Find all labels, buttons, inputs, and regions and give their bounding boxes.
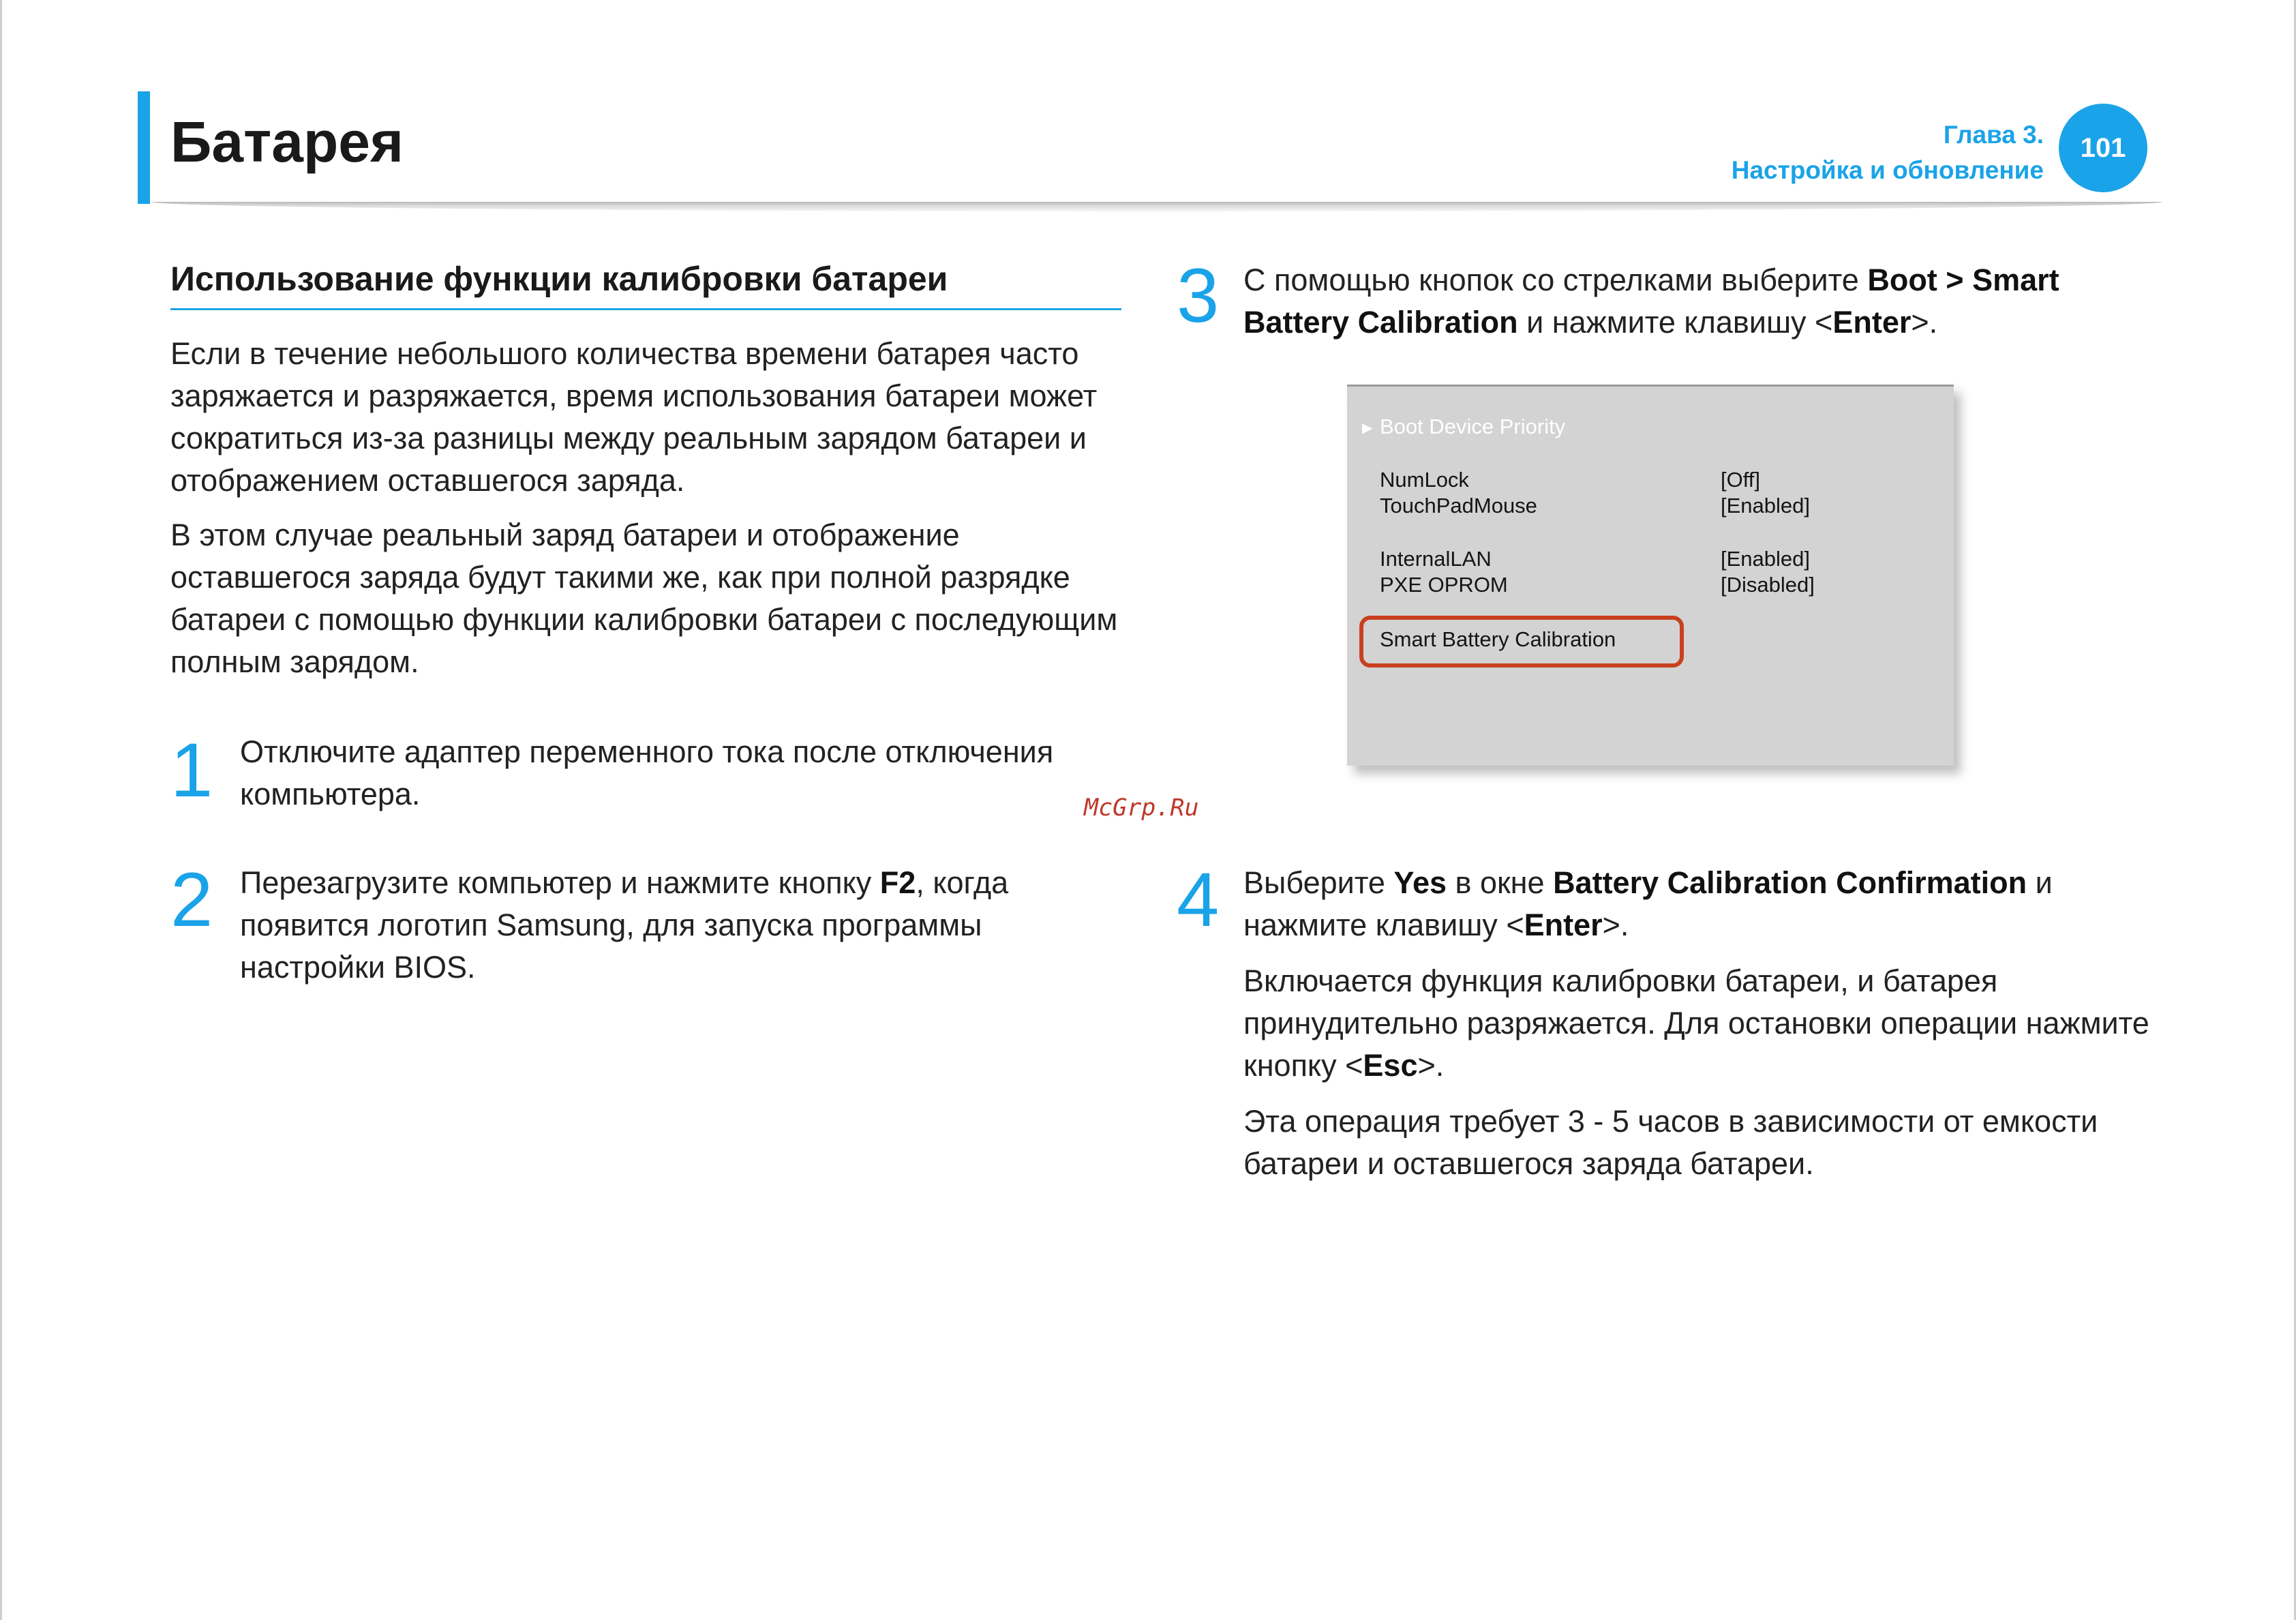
step-3-menu-path: Boot > Smart Battery Calibration (1243, 262, 2059, 340)
step-4-text-g: >. (1602, 907, 1629, 942)
bios-row-label: InternalLAN (1380, 547, 1492, 571)
page-title: Батарея (170, 110, 404, 174)
step-4-esc-key: Esc (1363, 1048, 1418, 1083)
bios-row-label: PXE OPROM (1380, 573, 1508, 597)
intro-paragraph-2: В этом случае реальный заряд батареи и отображение оставшегося заряда будут такими же, как при полной разрядке батареи с помощью функции калибровки батареи с последующим полным зарядом. (170, 518, 1118, 679)
header-divider (151, 202, 2162, 211)
chapter-title: Настройка и обновление (1731, 156, 2044, 184)
step-2-text-c: , когда появится логотип Samsung, для запуска программы настройки BIOS. (240, 865, 1009, 985)
step-1-number: 1 (170, 728, 213, 813)
step-2-number: 2 (170, 857, 213, 942)
step-2-text-a: Перезагрузите компьютер и нажмите кнопку (240, 865, 880, 900)
step-4-paragraph-2 (1243, 960, 2150, 1087)
title-accent-bar (138, 91, 150, 204)
step-4-number: 4 (1177, 857, 1220, 942)
step-4-text-e: и нажмите клавишу < (1243, 865, 2053, 942)
triangle-right-icon: ▶ (1362, 421, 1373, 436)
bios-row-label: TouchPadMouse (1380, 494, 1537, 518)
page-number-badge: 101 (2059, 104, 2147, 192)
step-4-para2-a: Включается функция калибровки батареи, и батарея принудительно разряжается. Для остановки операции нажмите кнопку < (1243, 963, 2149, 1083)
bios-screenshot (1347, 385, 1954, 766)
step-2-text (240, 862, 1126, 989)
bios-row-value: [Off] (1721, 468, 1761, 492)
intro-paragraph-1: Если в течение небольшого количества времени батарея часто заряжается и разряжается, время использования батареи может сократиться из-за разницы между реальным зарядом батареи и отображением оставшегося заряда. (170, 336, 1098, 498)
bios-selected-item: Smart Battery Calibration (1380, 627, 1616, 651)
section-heading: Использование функции калибровки батареи (170, 260, 948, 298)
step-3-text-c: и нажмите клавишу < (1517, 305, 1833, 340)
bios-highlight-frame (1359, 616, 1684, 668)
step-3-text (1243, 259, 2150, 344)
page-border-left (0, 0, 2, 1620)
bios-row-label: NumLock (1380, 468, 1469, 492)
step-3-text-a: С помощью кнопок со стрелками выберите (1243, 262, 1868, 297)
step-4-text (1243, 862, 2150, 946)
bios-menu-header: Boot Device Priority (1380, 415, 1566, 438)
step-4-para2-c: >. (1417, 1048, 1445, 1083)
step-4-yes: Yes (1393, 865, 1447, 900)
step-4-text-c: в окне (1447, 865, 1554, 900)
step-4-text-a: Выберите (1243, 865, 1394, 900)
bios-row-value: [Enabled] (1721, 547, 1810, 571)
step-3-text-e: >. (1911, 305, 1938, 340)
step-4-key: Enter (1524, 907, 1603, 942)
chapter-label (1732, 117, 2044, 188)
section-underline (170, 308, 1121, 310)
step-2-key: F2 (879, 865, 916, 900)
step-3-key: Enter (1832, 305, 1912, 340)
step-4-paragraph-3: Эта операция требует 3 - 5 часов в зависимости от емкости батареи и оставшегося заряда батареи. (1243, 1104, 2098, 1181)
bios-row-value: [Enabled] (1721, 494, 1810, 518)
step-4-window-name: Battery Calibration Confirmation (1553, 865, 2027, 900)
step-3-number: 3 (1177, 253, 1220, 338)
step-1-text: Отключите адаптер переменного тока после отключения компьютера. (240, 734, 1054, 811)
watermark: McGrp.Ru (1084, 794, 1199, 822)
bios-row-value: [Disabled] (1721, 573, 1815, 597)
chapter-number: Глава 3. (1943, 121, 2044, 149)
